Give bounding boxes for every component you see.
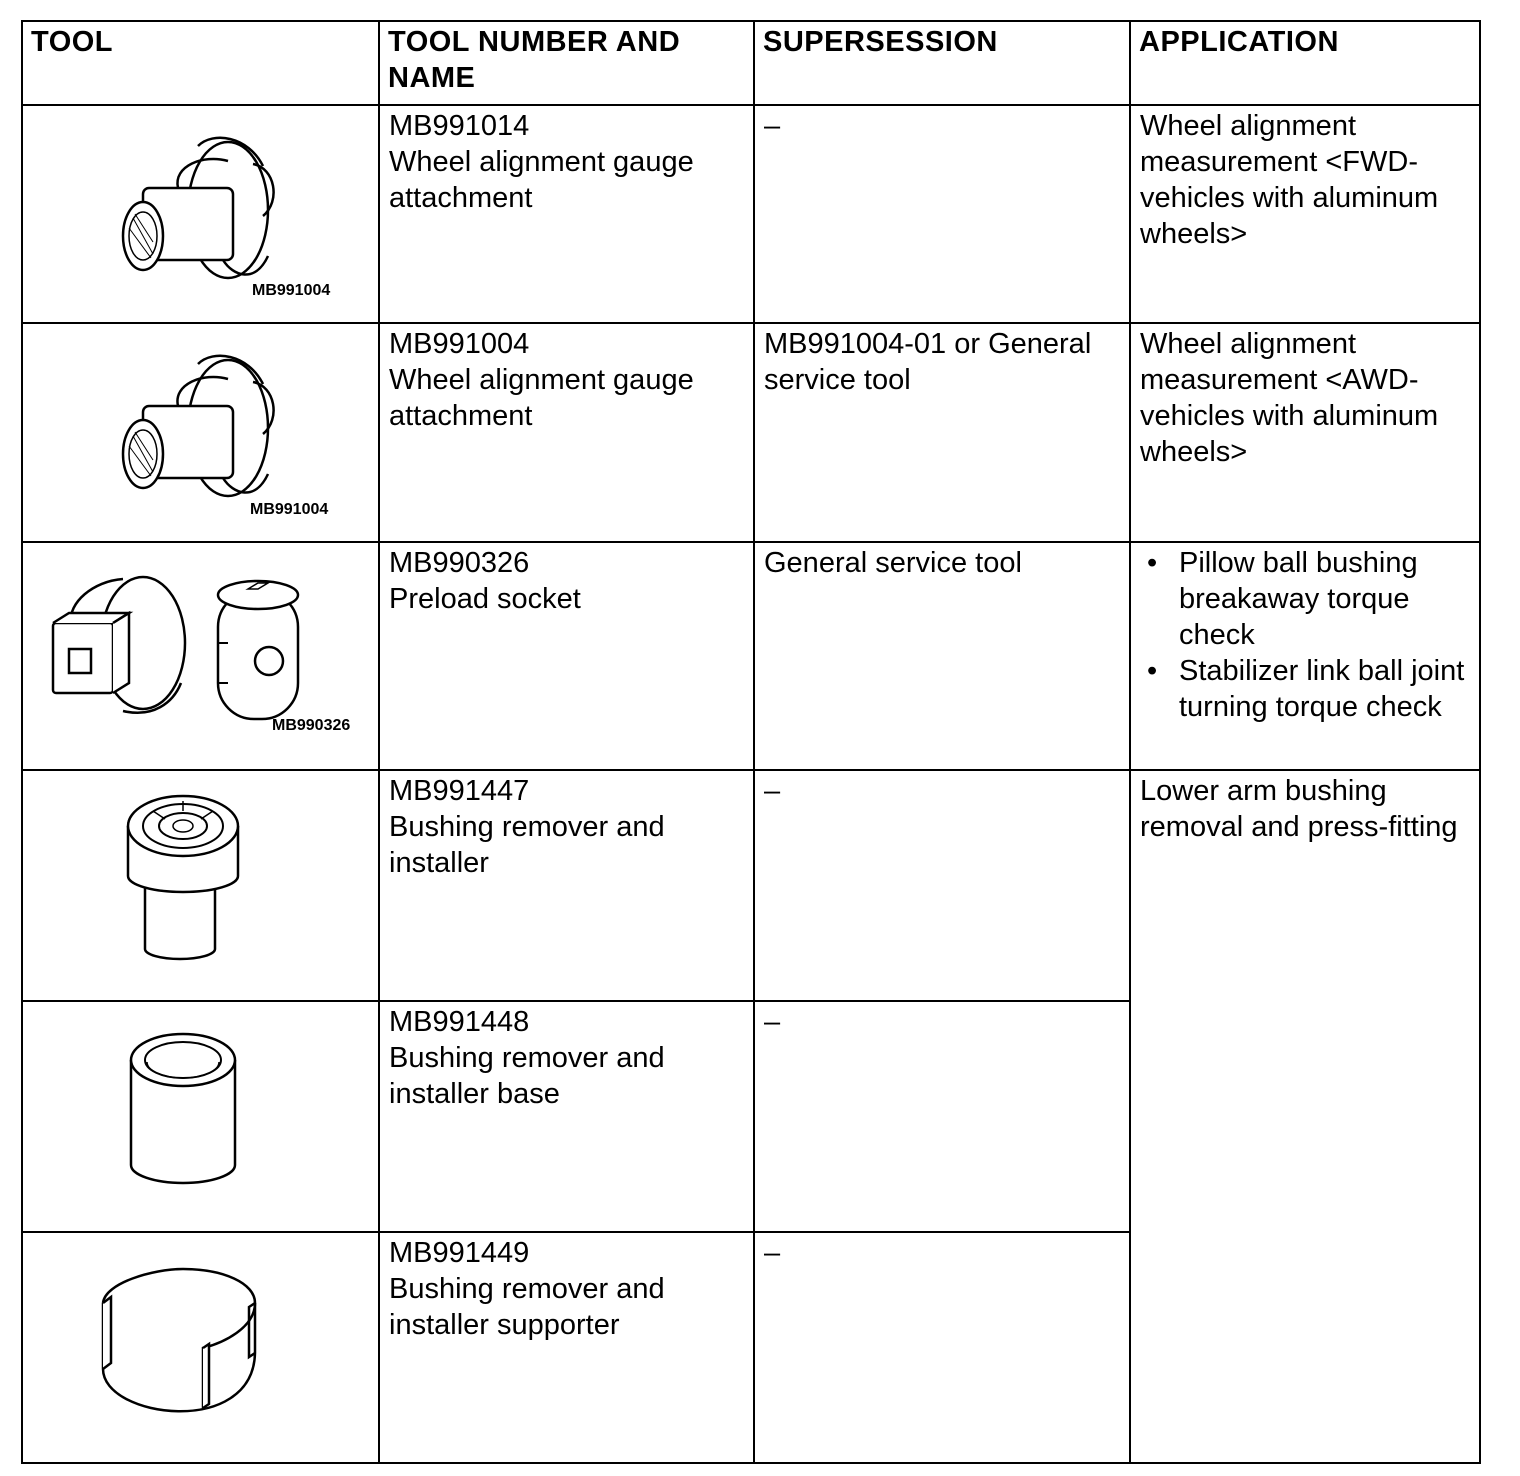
tool-number-name-cell	[379, 105, 754, 323]
application-bullet-list	[1140, 545, 1471, 725]
supersession-value: –	[764, 1006, 781, 1038]
supersession-cell	[754, 1001, 1130, 1232]
tool-number-name-cell	[379, 1232, 754, 1463]
application-value: Wheel alignment measurement <FWD-vehicles with aluminum wheels>	[1140, 110, 1439, 250]
supersession-value: –	[764, 1237, 781, 1269]
header-tool-number-name: TOOL NUMBER AND NAME	[379, 21, 754, 105]
tool-name: Wheel alignment gauge attachment	[389, 364, 694, 432]
tool-name: Bushing remover and installer base	[389, 1042, 665, 1110]
tool-image-label: MB990326	[272, 717, 351, 734]
tool-number-name-cell	[379, 770, 754, 1001]
application-value: Lower arm bushing removal and press-fitting	[1140, 775, 1458, 843]
header-application: APPLICATION	[1130, 21, 1480, 105]
tool-image-cell	[22, 542, 379, 770]
tool-number: MB991014	[389, 110, 530, 142]
preload-socket-icon	[23, 543, 378, 769]
supersession-cell	[754, 1232, 1130, 1463]
table-row	[22, 105, 1480, 323]
special-tools-table	[21, 20, 1481, 1464]
application-bullet: • Stabilizer link ball joint turning torque check	[1179, 653, 1471, 725]
tool-number: MB991448	[389, 1006, 530, 1038]
tool-name: Bushing remover and installer supporter	[389, 1273, 665, 1341]
tool-number-name-cell	[379, 542, 754, 770]
supersession-value: MB991004-01 or General service tool	[764, 328, 1092, 396]
application-cell	[1130, 770, 1480, 1463]
table-row	[22, 323, 1480, 542]
tool-number-name-cell	[379, 323, 754, 542]
tool-number: MB990326	[389, 547, 530, 579]
tool-image-label: MB991004	[252, 282, 331, 299]
supersession-cell	[754, 542, 1130, 770]
supersession-value: –	[764, 775, 781, 807]
tool-number: MB991449	[389, 1237, 530, 1269]
table-row	[22, 542, 1480, 770]
supersession-value: General service tool	[764, 547, 1022, 579]
tool-image-cell	[22, 1232, 379, 1463]
tool-image-cell	[22, 105, 379, 323]
tool-image-cell	[22, 323, 379, 542]
tool-number: MB991004	[389, 328, 530, 360]
header-row	[22, 21, 1480, 105]
tool-number-name-cell	[379, 1001, 754, 1232]
header-tool: TOOL	[22, 21, 379, 105]
bushing-remover-installer-icon	[23, 771, 378, 1000]
supersession-cell	[754, 323, 1130, 542]
application-cell	[1130, 323, 1480, 542]
tool-name: Preload socket	[389, 583, 581, 615]
bushing-installer-base-icon	[23, 1002, 378, 1231]
application-value: Wheel alignment measurement <AWD-vehicles with aluminum wheels>	[1140, 328, 1439, 468]
header-supersession: SUPERSESSION	[754, 21, 1130, 105]
tool-image-label: MB991004	[250, 501, 329, 518]
tool-image-cell	[22, 1001, 379, 1232]
supersession-value: –	[764, 110, 781, 142]
tool-name: Wheel alignment gauge attachment	[389, 146, 694, 214]
application-cell	[1130, 542, 1480, 770]
tool-image-cell	[22, 770, 379, 1001]
tool-name: Bushing remover and installer	[389, 811, 665, 879]
supersession-cell	[754, 105, 1130, 323]
application-cell	[1130, 105, 1480, 323]
application-bullet: • Pillow ball bushing breakaway torque check	[1179, 545, 1471, 653]
table-row	[22, 770, 1480, 1001]
supersession-cell	[754, 770, 1130, 1001]
bushing-installer-supporter-icon	[23, 1233, 378, 1462]
tool-number: MB991447	[389, 775, 530, 807]
